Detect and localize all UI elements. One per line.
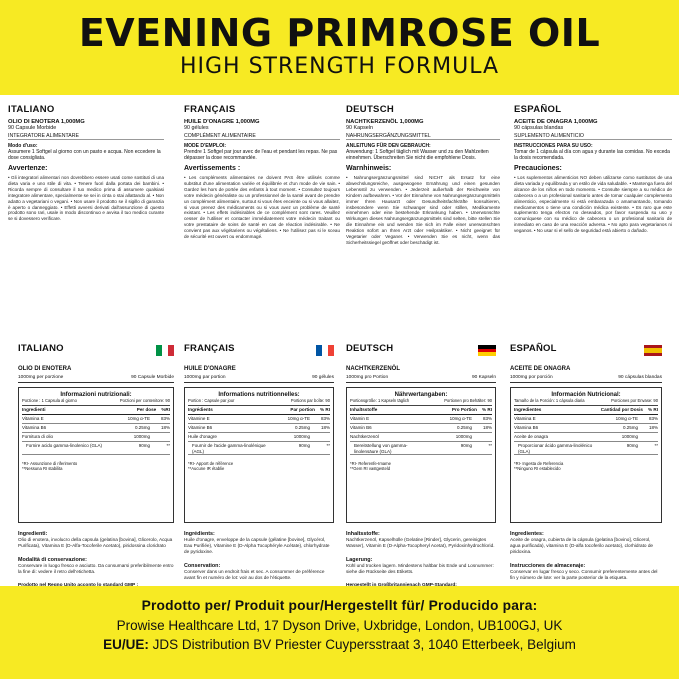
table-row — [514, 442, 658, 455]
row-amount: 10mg α-TE — [449, 416, 472, 421]
usage-label: Modo d'uso: — [8, 143, 38, 149]
product-name: NACHTKERZENÖL 1,000MG — [346, 119, 424, 125]
serving-info — [350, 398, 492, 406]
ingredients-heading: Inhaltsstoffe: — [346, 531, 380, 537]
label-title: ITALIANO — [18, 343, 64, 354]
row-ri — [638, 434, 658, 440]
row-amount: 0.25mg — [456, 425, 472, 430]
row-ri: ** — [166, 443, 170, 448]
row-amount: 10mg α-TE — [127, 416, 150, 421]
page-subtitle: HIGH STRENGTH FORMULA — [179, 54, 500, 79]
usage-label: MODE D'EMPLOI: — [184, 143, 227, 149]
nutrition-table-header — [514, 406, 658, 415]
nutrition-table-header — [22, 406, 170, 415]
row-ri — [150, 434, 170, 440]
warnings-heading: Avvertenze: — [8, 165, 48, 172]
nutrition-facts-box — [510, 387, 662, 523]
footnote-no-ri: **Gem RI vastgesteld — [350, 466, 391, 472]
capsule-count: 90 Kapseln — [471, 375, 496, 380]
row-ingredient: Nachtkerzenöl — [350, 434, 379, 439]
header-ingredient: Ingredientes — [514, 407, 542, 412]
table-row — [22, 415, 170, 424]
label-product-name: ACEITE DE ONAGRA — [510, 366, 571, 372]
table-row — [188, 424, 330, 433]
row-ingredient: Aceite de onagra — [514, 434, 549, 439]
row-amount: 1000mg — [621, 434, 638, 439]
directions-column-deutsch — [346, 104, 500, 246]
labels-section — [0, 337, 679, 585]
usage-text: Anwendung: 1 Softgel täglich mit Wasser und zu den Mahlzeiten einnehmen. Überschreiten Sie nicht die empfohlene Dosis. — [346, 149, 489, 161]
dose-per-serving: 1000mg par portion — [184, 375, 226, 380]
serving-size: Tamaño de la Porción: 1 cápsula diaria — [514, 398, 585, 403]
column-title: DEUTSCH — [346, 104, 395, 115]
footnote-ri: *RI- Assunzione di riferimento — [22, 461, 78, 466]
row-amount: 0.25mg — [622, 425, 638, 430]
row-ri: ** — [654, 443, 658, 448]
ingredients-text: Aceite de onagra, cubierta de la cápsula (gelatina [bovino], Glicerol, agua purificada), vitamina E (D-alfa tocoferilo acetato), clorhidrato de piridoxina. — [510, 537, 654, 554]
ingredients-text: Nachtkerzenöl, Kapselhülle (Gelatine [Rinder], Glycerin, gereinigtes Wasser), Vitamin E (D-Alpha-Tocopheryl Acetat), Pyridoxinhydrochlorid. — [346, 537, 495, 548]
row-ingredient: Huile d'onagre — [188, 434, 217, 439]
row-amount: 90mg — [460, 443, 472, 448]
row-amount: 0.25mg — [294, 425, 310, 430]
footnotes — [350, 461, 492, 472]
uk-address: Prowise Healthcare Ltd, 17 Dyson Drive, Uxbridge, London, UB100GJ, UK — [116, 618, 563, 633]
row-ingredient: Vitamin E — [350, 416, 370, 421]
row-ri: ** — [488, 443, 492, 448]
storage-heading: Lagerung: — [346, 557, 373, 563]
nutrition-title: Informazioni nutrizionali: — [60, 392, 132, 398]
capsule-count: 90 gélules — [312, 375, 334, 380]
product-category: SUPLEMENTO ALIMENTICIO — [514, 133, 672, 140]
column-title: ITALIANO — [8, 104, 55, 115]
ingredients-heading: Ingrédients: — [184, 531, 215, 537]
table-row — [350, 424, 492, 433]
row-amount: 1000mg — [133, 434, 150, 439]
usage-instructions — [346, 143, 500, 161]
nutrition-facts-box — [346, 387, 496, 523]
column-title: ESPAÑOL — [514, 104, 562, 115]
italy-flag-icon — [156, 345, 174, 356]
header-ingredient: Ingrédients — [188, 407, 213, 412]
eu-address — [0, 637, 679, 652]
header-per-dose: Par portion — [290, 407, 315, 412]
row-ingredient: Vitamine B6 — [188, 425, 213, 430]
directions-column-italiano — [8, 104, 164, 222]
usage-text: Prendre 1 Softgel par jour avec de l'eau et pendant les repas. Ne pas dépasser la dose recommandée. — [184, 149, 338, 161]
storage-heading: Instrucciones de almacenaje: — [510, 563, 586, 569]
header-ri: % RI — [320, 407, 330, 412]
dose-per-serving: 1000mg por porción — [510, 375, 553, 380]
row-ingredient: Vitamina E — [514, 416, 536, 421]
row-ingredient: Fornitura di olio — [22, 434, 54, 439]
header-per-dose: Per dose — [136, 407, 157, 412]
row-ingredient: Fornire acido gamma-linolenico (GLA) — [26, 443, 103, 448]
row-ri — [310, 434, 330, 440]
table-row — [350, 415, 492, 424]
directions-column-francais — [184, 104, 340, 240]
eu-address-text: JDS Distribution BV Priester Cuypersstraat 3, 1040 Etterbeek, Belgium — [152, 637, 576, 652]
spain-flag-icon — [644, 345, 662, 356]
table-row — [188, 442, 330, 455]
nutrition-table-header — [350, 406, 492, 415]
column-title: FRANÇAIS — [184, 104, 236, 115]
label-title: ESPAÑOL — [510, 343, 557, 354]
warnings-text: • Los suplementos alimenticios NO deben utilizarse como sustitutos de una dieta variada y equilibrada y un estilo de vida saludable. • Mantenga fuera del alcance de los niños en todo momento. • Consulte siempre a su médico de cabecera o a un profesional sanitario antes de tomar cualquier complemento alimenticio, especialmente si está embarazada o amamantando, tomando medicamentos o tiene una condición médica existente. • Es raro que este suplemento tenga efectos no deseados, por favor suspenda su uso y comuníquese con su médico de cabecera o un profesional sanitario de inmediato en caso de una reacción adversa. • No apto para vegetarianos ni veganos. • No usar si el sello de seguridad está abierto o dañado. — [514, 175, 672, 234]
row-ingredient: Proporcionar ácido gamma-linolénico (GLA) — [518, 443, 593, 454]
footnote-no-ri: **Aucune IR établie — [188, 466, 225, 472]
footnote-no-ri: **Ninguno RI establecido — [514, 466, 561, 472]
product-category: COMPLÉMENT ALIMENTAIRE — [184, 133, 340, 140]
capsule-count: 90 cápsulas blandas — [618, 375, 662, 380]
serving-size: Portionsgröße: 1 Kapseln täglich — [350, 398, 410, 403]
ingredients-heading: Ingredientes: — [510, 531, 544, 537]
directions-column-espanol — [514, 104, 672, 234]
row-amount: 0.25mg — [134, 425, 150, 430]
row-ri: 83% — [648, 416, 658, 421]
storage-heading: Conservation: — [184, 563, 221, 569]
row-ri: 83% — [482, 416, 492, 421]
nutrition-facts-box — [18, 387, 174, 523]
warnings-text: • Les compléments alimentaires ne doivent PAS être utilisés comme substitut d'une alimentation variée et équilibrée et d'un mode de vie sain. • Gardez les hors de portée des enfants à tout moment. • Consultez toujours votre médecin généraliste ou un professionnel de la santé avant de prendre un complément alimentaire, surtout si vous êtes enceinte ou si vous allaitez, si vous prenez des médicaments ou si vous avez un problème de santé existant. • Les effets indésirables de ce complément sont rares. Veuillez cesser de l'utiliser et contacter immédiatement votre médecin traitant ou votre prestataire de soins de santé en cas de réaction indésirable. • Ne convient pas aux végétariens ou végétaliens. • Ne l'utilisez pas si le sceau de sécurité est ouvert ou endommagé. — [184, 175, 340, 240]
label-panel-francais — [184, 337, 334, 594]
dose-row — [18, 375, 174, 383]
row-ingredient: Vitamin B6 — [350, 425, 372, 430]
france-flag-icon — [316, 345, 334, 356]
servings-per-container: Porzioni per contenitore: 90 — [119, 398, 170, 403]
row-ri — [472, 434, 492, 440]
capsule-count: 90 Capsule Morbide — [131, 375, 174, 380]
header-ingredient: Inhaltsstoffe — [350, 407, 378, 412]
capsule-count: 90 gélules — [184, 125, 209, 131]
nutrition-title: Información Nutricional: — [551, 392, 621, 398]
row-ingredient: Fournir de l'acide gamma-linolénique (AGL) — [192, 443, 266, 454]
dose-per-serving: 1000mg per porzione — [18, 375, 64, 380]
dose-per-serving: 1000mg pro Portion — [346, 375, 389, 380]
label-product-name: NACHTKERZENÖL — [346, 366, 400, 372]
nutrition-table-header — [188, 406, 330, 415]
table-row — [350, 442, 492, 455]
row-amount: 10mg α-TE — [615, 416, 638, 421]
dose-row — [346, 375, 496, 383]
table-row — [514, 415, 658, 424]
warnings-heading: Avertissements : — [184, 165, 241, 172]
row-ingredient: Bereitstellung von gamma-linolensäure (GLA) — [354, 443, 408, 454]
warnings-heading: Warnhinweis: — [346, 165, 392, 172]
product-name: ACEITE DE ONAGRA 1,000MG — [514, 119, 598, 125]
row-ri: ** — [326, 443, 330, 448]
dose-row — [510, 375, 662, 383]
header-ri: %RI — [161, 407, 170, 412]
row-ri: 18% — [320, 425, 330, 430]
ingredients-heading: Ingredienti: — [18, 531, 48, 537]
product-name: HUILE D'ONAGRE 1,000MG — [184, 119, 260, 125]
usage-label: INSTRUCCIONES PARA SU USO: — [514, 143, 593, 149]
row-ingredient: Vitamina B6 — [514, 425, 539, 430]
footnote-no-ri: **Nessuna RI stabilita — [22, 466, 63, 472]
capsule-count: 90 Kapseln — [346, 125, 373, 131]
footer-banner — [0, 586, 679, 679]
header-per-dose: Cantidad por Dosis — [600, 407, 643, 412]
row-ri: 83% — [320, 416, 330, 421]
table-row — [188, 433, 330, 442]
germany-flag-icon — [478, 345, 496, 356]
warnings-text: • Gli integratori alimentari non dovrebbero essere usati come sostituti di una dieta varia e uno stile di vita. • Tenere fuori dalla portata dei bambini. • Ricorda sempre di consultare il tuo medico prima di assumere qualsiasi integratore alimentare, specialmente se sei in cinta o stai allattando al. • Non adatto a vegetariani o vegani. • Non usare il prodotto se il sigillo di garanzia è aperto o danneggiato. • Effetti avversi derivati dall'assunzione di questo prodotto sono rari, usale in modo discontinuo e avvisa il tuo medico curante se si dovessero verificare. — [8, 175, 164, 222]
serving-info — [188, 398, 330, 406]
table-row — [22, 442, 170, 455]
capsule-count: 90 cápsulas blandas — [514, 125, 564, 131]
serving-size: Portion : Capsule par jour — [188, 398, 235, 403]
dose-row — [184, 375, 334, 383]
servings-per-container: Portions par boîte: 90 — [290, 398, 330, 403]
serving-info — [22, 398, 170, 406]
row-amount: 90mg — [626, 443, 638, 448]
row-ri: 18% — [160, 425, 170, 430]
header-ri: % RI — [482, 407, 492, 412]
usage-text: Assumere 1 Softgel al giorno con un pasto e acqua. Non eccedere la dose consigliata. — [8, 149, 161, 161]
capsule-count: 90 Capsule Morbide — [8, 125, 57, 131]
product-category: INTEGRATORE ALIMENTARE — [8, 133, 164, 140]
manufacturer-heading: Prodotto per/ Produit pour/Hergestellt für/ Producido para: — [141, 598, 538, 613]
storage-text: Conservar en lugar fresco y seco. Consumir preferentemente antes del fin y número de lote: ver la parte posterior de la etiqueta. — [510, 569, 658, 580]
usage-instructions — [8, 143, 164, 161]
product-name: OLIO DI ENOTERA 1,000MG — [8, 119, 85, 125]
footnotes — [514, 461, 658, 472]
product-category: NAHRUNGSERGÄNZUNGSMITTEL — [346, 133, 500, 140]
footnote-ri: *RI- Apport de référence — [188, 461, 234, 466]
footnote-ri: *RI- Referenfe-Imame — [350, 461, 391, 466]
warnings-heading: Precauciones: — [514, 165, 562, 172]
row-amount: 90mg — [138, 443, 150, 448]
footnotes — [188, 461, 330, 472]
row-amount: 10mg α-TE — [287, 416, 310, 421]
header-banner — [0, 0, 679, 95]
row-amount: 1000mg — [455, 434, 472, 439]
row-amount: 1000mg — [293, 434, 310, 439]
row-ingredient: Vitamine E — [188, 416, 210, 421]
usage-instructions — [184, 143, 340, 161]
label-title: FRANÇAIS — [184, 343, 235, 354]
directions-section — [0, 104, 679, 326]
usage-instructions — [514, 143, 672, 161]
ingredients-text: Huile d'onagre, enveloppe de la capsule (gélatine [bovine], Glycérol, Eau Purifiée), Vitamine E (D-Alpha Tocophéryle Acétate), chlorhydrate de pyridoxine. — [184, 537, 330, 554]
row-ingredient: Vitamina E — [22, 416, 44, 421]
header-ri: % RI — [648, 407, 658, 412]
eu-label: EU/UE: — [103, 637, 149, 652]
row-ri: 18% — [482, 425, 492, 430]
label-panel-italiano — [18, 337, 174, 588]
page-title: EVENING PRIMROSE OIL — [78, 11, 601, 55]
storage-text: Kühl und trocken lagern. Mindestens haltbar bis Ende und Losnummer: siehe die Rückseite des Etiketts. — [346, 563, 494, 574]
footnotes — [22, 461, 170, 472]
nutrition-title: Nährwertangaben: — [394, 392, 448, 398]
row-ri: 18% — [648, 425, 658, 430]
nutrition-title: Informations nutritionnelles: — [218, 392, 300, 398]
table-row — [350, 433, 492, 442]
table-row — [22, 424, 170, 433]
footnote-ri: *RI- Ingesta de Referencia — [514, 461, 564, 466]
usage-text: Tomar de 1 cápsula al día con agua y durante las comidas. No exceda la dosis recomendada. — [514, 149, 670, 161]
warnings-text: • Nahrungsergänzungsmittel sind NICHT als Ersatz für eine abwechslungsreiche, ausgewogene Ernährung und einen gesunden Lebensstil zu verwenden. • Jederzeit außerhalb der Reichweite von Kindern aufbewahren. • Vor der Einnahme von Nahrungsergänzungsmitteln immer Ihren Hausarzt oder Gesundheitsfachkräfte konsultieren, insbesondere wenn Sie schwanger sind oder stillen, Medikamente einnehmen oder eine bestehende Erkrankung haben. • Unerwünschte Wirkungen dieses Nahrungsergänzungsmittels sind selten, bitte stellen Sie die Einnahme ein und wenden Sie sich im Falle einer unerwünschten Reaktion sofort an Ihren Arzt oder Heilpraktiker. • Nicht geeignet für Vegetarier oder Veganer. • Verwenden Sie es nicht, wenn das Sicherheitssiegel geöffnet oder beschädigt ist. — [346, 175, 500, 245]
nutrition-facts-box — [184, 387, 334, 523]
serving-info — [514, 398, 658, 406]
header-per-dose: Pro Portion — [451, 407, 477, 412]
label-title: DEUTSCH — [346, 343, 394, 354]
table-row — [514, 424, 658, 433]
storage-heading: Modalità di conservazione: — [18, 557, 87, 563]
row-ri: 83% — [160, 416, 170, 421]
usage-label: ANLEITUNG FÜR DEN GEBRAUCH: — [346, 143, 431, 149]
serving-size: Porzione : 1 Capsula al giorno — [22, 398, 77, 403]
servings-per-container: Portionen pro Behälter: 90 — [444, 398, 492, 403]
table-row — [188, 415, 330, 424]
storage-text: Conserver dans un endroit frais et sec. A consommer de préférence avant fin et numéro de lot: voir au dos de l'étiquette. — [184, 569, 325, 580]
storage-text: Conservare in luogo fresco e asciutto. Da consumarsi preferibilmente entro la fine di: vedere il retro dell'etichetta. — [18, 563, 174, 574]
ingredients-text: Olio di enotera, involucro della capsula (gelatina [bovina], Glicerolo, Acqua Purificata), Vitamina E (D-Alfa-Tocoferile Acetato), piridossina cloridrato — [18, 537, 173, 548]
servings-per-container: Porciones por Envase: 90 — [611, 398, 658, 403]
label-panel-deutsch — [346, 337, 496, 588]
row-amount: 90mg — [298, 443, 310, 448]
row-ingredient: Vitamina B6 — [22, 425, 47, 430]
table-row — [22, 433, 170, 442]
label-panel-espanol — [510, 337, 662, 594]
label-product-name: HUILE D'ONAGRE — [184, 366, 236, 372]
label-product-name: OLIO DI ENOTERA — [18, 366, 72, 372]
table-row — [514, 433, 658, 442]
header-ingredient: Ingredienti — [22, 407, 46, 412]
